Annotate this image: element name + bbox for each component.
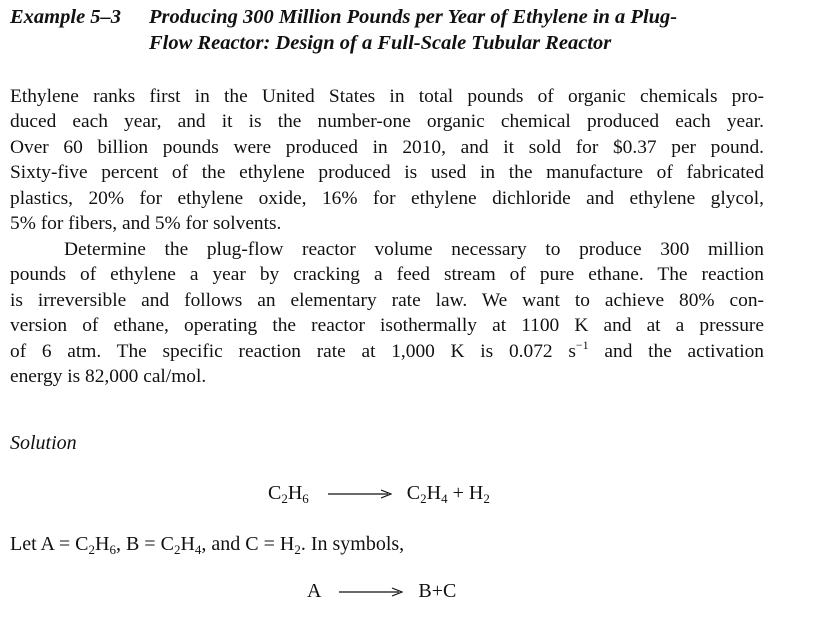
reaction-arrow-icon <box>328 489 392 499</box>
example-title-line: Flow Reactor: Design of a Full-Scale Tubular Reactor <box>149 32 612 54</box>
solution-heading: Solution <box>10 432 77 454</box>
paragraph-problem <box>10 237 764 389</box>
let-statement: Let $A = C_2H_6$, $B = C_2H_4$, and $C = H_2$. In symbols, <box>10 533 405 557</box>
text-line: 5% for fibers, and 5% for solvents. <box>10 213 282 235</box>
symbol-product: C <box>442 580 457 602</box>
reaction-equation <box>268 482 490 505</box>
text-line: is irreversible and follows an elementary rate law. We want to achieve 80% con- <box>10 289 764 311</box>
text-line: Over 60 billion pounds were produced in 2010, and it sold for $0.37 per pound. <box>10 136 764 158</box>
text-line: Ethylene ranks first in the United States in total pounds of organic chemicals pro- <box>10 86 764 107</box>
exponent: −1 <box>575 337 589 352</box>
text-line: energy is 82,000 cal/mol. <box>10 366 207 388</box>
symbol-reactant: A <box>307 580 321 602</box>
example-label: Example 5–3 <box>10 6 122 28</box>
text-fragment: and the activation <box>588 340 764 362</box>
example-title-line: Producing 300 Million Pounds per Year of Ethylene in a Plug- <box>149 6 678 28</box>
example-title <box>149 4 677 56</box>
paragraph-intro <box>10 84 764 236</box>
symbol-product: B <box>418 580 432 602</box>
reaction-arrow-icon <box>339 587 403 597</box>
text-line: Sixty-five percent of the ethylene produced is used in the manufacture of fabricated <box>10 162 764 184</box>
product-formula: $H_2$ <box>468 482 490 506</box>
text-line: duced each year, and it is the number-one organic chemical produced each year. <box>10 111 764 133</box>
text-line: pounds of ethylene a year by cracking a feed stream of pure ethane. The reaction <box>10 264 764 286</box>
reactant-formula: $C_2H_6$ <box>268 482 309 506</box>
text-line <box>10 339 764 364</box>
text-line: Determine the plug-flow reactor volume necessary to produce 300 million <box>64 239 764 260</box>
plus-sign: + <box>431 580 443 602</box>
symbolic-reaction <box>307 580 456 603</box>
text-fragment: of 6 atm. The specific reaction rate at 1,000 K is 0.072 s <box>10 340 576 362</box>
text-line: plastics, 20% for ethylene oxide, 16% for ethylene dichloride and ethylene glycol, <box>10 187 764 209</box>
plus-sign: + <box>452 482 464 504</box>
product-formula: $C_2H_4$ <box>406 482 448 506</box>
text-line: version of ethane, operating the reactor isothermally at 1100 K and at a pressure <box>10 315 764 337</box>
